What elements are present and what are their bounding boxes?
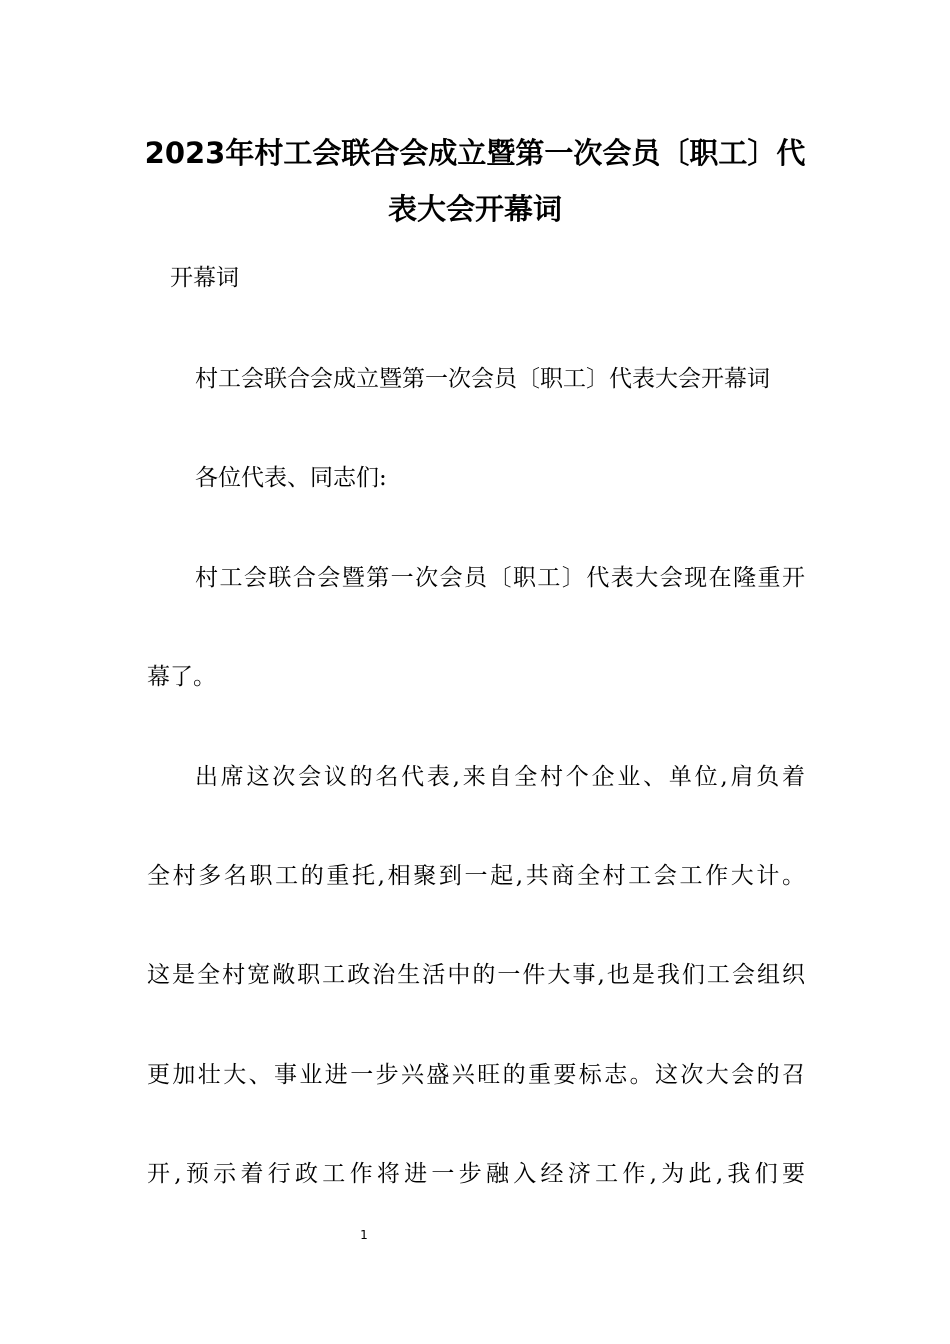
- speech-heading: 村工会联合会成立暨第一次会员〔职工〕代表大会开幕词: [195, 366, 770, 392]
- body-line: 村工会联合会暨第一次会员〔职工〕代表大会现在隆重开: [195, 565, 805, 591]
- body-line: 幕了。: [147, 664, 216, 690]
- salutation: 各位代表、同志们:: [195, 465, 387, 491]
- page-number: 1: [360, 1228, 368, 1242]
- body-line: 开,预示着行政工作将进一步融入经济工作,为此,我们要: [147, 1161, 805, 1187]
- document-title-line-1: 2023年村工会联合会成立暨第一次会员〔职工〕代: [144, 136, 806, 170]
- body-line: 更加壮大、事业进一步兴盛兴旺的重要标志。这次大会的召: [147, 1062, 805, 1088]
- document-title-line-2: 表大会开幕词: [387, 192, 562, 226]
- body-line: 全村多名职工的重托,相聚到一起,共商全村工会工作大计。: [147, 863, 805, 889]
- body-line: 这是全村宽敞职工政治生活中的一件大事,也是我们工会组织: [147, 962, 805, 988]
- body-line: 出席这次会议的名代表,来自全村个企业、单位,肩负着: [195, 764, 805, 790]
- section-label: 开幕词: [170, 265, 239, 291]
